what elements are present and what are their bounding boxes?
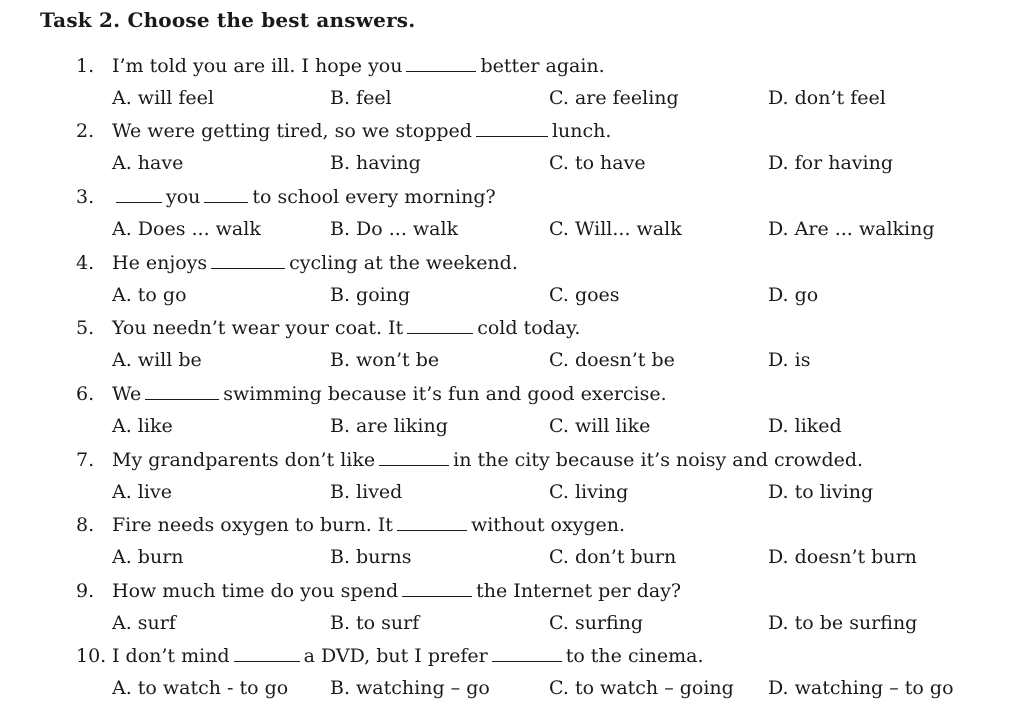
answer-option-d[interactable]: D. is <box>768 349 811 371</box>
answer-option-a[interactable]: A. will feel <box>112 87 214 109</box>
answer-option-d[interactable]: D. for having <box>768 152 894 174</box>
question-text: You needn’t wear your coat. It <box>112 317 404 339</box>
answer-option-a[interactable]: A. like <box>112 415 173 437</box>
question-10 <box>76 643 704 668</box>
question-number: 1. <box>76 55 95 77</box>
answer-blank[interactable] <box>402 578 472 597</box>
answer-option-c[interactable]: C. doesn’t be <box>549 349 675 371</box>
answer-option-d[interactable]: D. liked <box>768 415 842 437</box>
answer-option-d[interactable]: D. Are ... walking <box>768 218 935 240</box>
question-text: without oxygen. <box>470 514 626 536</box>
answer-option-b[interactable]: B. watching – go <box>330 677 490 699</box>
answer-option-c[interactable]: C. Will... walk <box>549 218 682 240</box>
answer-option-c[interactable]: C. to watch – going <box>549 677 734 699</box>
answer-option-a[interactable]: A. to go <box>112 284 187 306</box>
answer-option-b[interactable]: B. won’t be <box>330 349 440 371</box>
question-text: I’m told you are ill. I hope you <box>112 55 403 77</box>
answer-option-a[interactable]: A. will be <box>112 349 202 371</box>
answer-blank[interactable] <box>116 184 162 203</box>
answer-option-d[interactable]: D. doesn’t burn <box>768 546 917 568</box>
task-title: Task 2. Choose the best answers. <box>40 8 416 32</box>
answer-option-a[interactable]: A. Does ... walk <box>112 218 261 240</box>
question-number: 5. <box>76 317 95 339</box>
question-text: How much time do you spend <box>112 580 399 602</box>
question-text: My grandparents don’t like <box>112 449 376 471</box>
answer-option-b[interactable]: B. Do ... walk <box>330 218 459 240</box>
answer-option-c[interactable]: C. surfing <box>549 612 644 634</box>
answer-option-c[interactable]: C. will like <box>549 415 651 437</box>
question-text: He enjoys <box>112 252 208 274</box>
question-2 <box>76 118 611 143</box>
question-8 <box>76 512 625 537</box>
question-7 <box>76 447 863 472</box>
answer-blank[interactable] <box>406 53 476 72</box>
answer-option-b[interactable]: B. are liking <box>330 415 448 437</box>
question-text: better again. <box>480 55 605 77</box>
question-5 <box>76 315 580 340</box>
answer-blank[interactable] <box>476 118 548 137</box>
answer-blank[interactable] <box>211 250 285 269</box>
question-text: We were getting tired, so we stopped <box>112 120 472 142</box>
answer-option-c[interactable]: C. are feeling <box>549 87 679 109</box>
question-number: 9. <box>76 580 95 602</box>
answer-option-a[interactable]: A. to watch - to go <box>112 677 289 699</box>
answer-option-a[interactable]: A. burn <box>112 546 184 568</box>
question-9 <box>76 578 681 603</box>
question-text: lunch. <box>551 120 612 142</box>
question-text: you <box>166 186 201 208</box>
question-text: I don’t mind <box>112 645 230 667</box>
answer-option-b[interactable]: B. going <box>330 284 411 306</box>
answer-blank[interactable] <box>234 643 300 662</box>
question-1 <box>76 53 605 78</box>
question-4 <box>76 250 518 275</box>
question-text: Fire needs oxygen to burn. It <box>112 514 393 536</box>
answer-option-c[interactable]: C. living <box>549 481 629 503</box>
question-number: 3. <box>76 186 95 208</box>
answer-option-a[interactable]: A. live <box>112 481 172 503</box>
answer-option-a[interactable]: A. have <box>112 152 184 174</box>
question-3 <box>76 184 496 209</box>
question-text: to school every morning? <box>252 186 496 208</box>
question-text: to the cinema. <box>565 645 704 667</box>
answer-option-c[interactable]: C. to have <box>549 152 646 174</box>
question-text: swimming because it’s fun and good exercise. <box>223 383 667 405</box>
answer-option-b[interactable]: B. to surf <box>330 612 420 634</box>
question-number: 8. <box>76 514 95 536</box>
answer-option-d[interactable]: D. don’t feel <box>768 87 886 109</box>
question-number: 2. <box>76 120 95 142</box>
question-number: 6. <box>76 383 95 405</box>
answer-option-d[interactable]: D. go <box>768 284 819 306</box>
answer-option-d[interactable]: D. to living <box>768 481 874 503</box>
question-text: We <box>112 383 142 405</box>
answer-option-b[interactable]: B. burns <box>330 546 412 568</box>
answer-blank[interactable] <box>492 643 562 662</box>
answer-blank[interactable] <box>204 184 248 203</box>
answer-blank[interactable] <box>397 512 467 531</box>
question-number: 7. <box>76 449 95 471</box>
question-6 <box>76 381 667 406</box>
answer-option-c[interactable]: C. goes <box>549 284 620 306</box>
answer-option-a[interactable]: A. surf <box>112 612 176 634</box>
answer-option-d[interactable]: D. watching – to go <box>768 677 954 699</box>
answer-blank[interactable] <box>379 447 449 466</box>
question-number: 10. <box>76 645 107 667</box>
answer-option-d[interactable]: D. to be surfing <box>768 612 918 634</box>
answer-option-b[interactable]: B. lived <box>330 481 403 503</box>
answer-option-b[interactable]: B. feel <box>330 87 392 109</box>
question-text: in the city because it’s noisy and crowded. <box>453 449 864 471</box>
answer-option-c[interactable]: C. don’t burn <box>549 546 677 568</box>
question-text: cycling at the weekend. <box>289 252 518 274</box>
question-text: the Internet per day? <box>476 580 682 602</box>
answer-blank[interactable] <box>407 315 473 334</box>
question-text: cold today. <box>477 317 581 339</box>
answer-blank[interactable] <box>145 381 219 400</box>
answer-option-b[interactable]: B. having <box>330 152 421 174</box>
question-number: 4. <box>76 252 95 274</box>
question-text: a DVD, but I prefer <box>303 645 488 667</box>
